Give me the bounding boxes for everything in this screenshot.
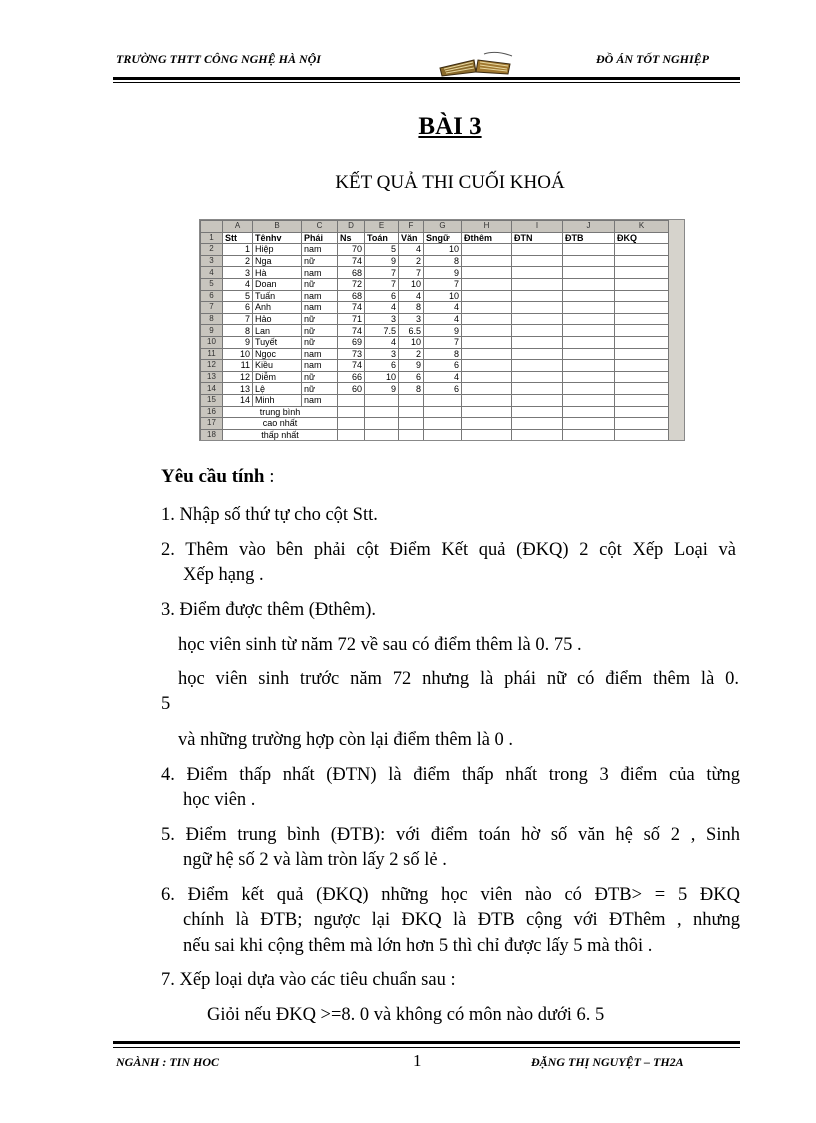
table-cell: nam [302,244,338,256]
table-cell: Diễm [253,371,302,383]
table-row [201,255,669,267]
row-number: 10 [201,336,223,348]
table-row [201,267,669,279]
requirement-line: nếu sai khi cộng thêm mà lớn hơn 5 thì chỉ được lấy 5 mà thôi . [183,936,653,956]
summary-row [201,418,669,430]
table-cell: 6 [399,371,424,383]
table-cell [462,348,512,360]
spreadsheet-table [200,220,669,441]
table-cell [563,290,615,302]
table-cell [615,336,669,348]
table-cell: 10 [399,278,424,290]
table-cell: 66 [338,371,365,383]
table-cell: 8 [399,383,424,395]
table-cell: 2 [399,348,424,360]
table-cell: 4 [399,244,424,256]
requirements-heading: Yêu cầu tính [161,466,265,487]
table-cell [615,371,669,383]
table-cell [615,418,669,430]
table-cell: 7 [399,267,424,279]
table-cell [563,267,615,279]
table-cell: 6 [223,302,253,314]
table-cell: Hảo [253,313,302,325]
table-cell [512,406,563,418]
table-row [201,313,669,325]
table-cell: 5 [365,244,399,256]
column-header: Sngữ [424,232,462,244]
table-cell: 8 [399,302,424,314]
table-cell: 3 [365,313,399,325]
row-number: 18 [201,429,223,441]
table-cell: 9 [365,383,399,395]
requirement-line: Giỏi nếu ĐKQ >=8. 0 và không có môn nào dưới 6. 5 [207,1005,605,1025]
requirement-line: 1. Nhập số thứ tự cho cột Stt. [161,505,378,525]
table-cell: 4 [424,371,462,383]
table-cell: Tuấn [253,290,302,302]
table-cell: nữ [302,313,338,325]
table-cell [365,429,399,441]
table-cell: 9 [399,360,424,372]
table-cell: 7 [223,313,253,325]
table-cell [563,348,615,360]
table-cell [365,394,399,406]
table-cell: nữ [302,383,338,395]
requirements-heading-wrap [161,466,275,488]
requirement-line: 5. Điểm trung bình (ĐTB): với điểm toán hờ số văn hệ số 2 , Sinh [161,825,740,845]
table-cell: Lan [253,325,302,337]
table-cell [462,336,512,348]
row-number: 11 [201,348,223,360]
table-cell [615,394,669,406]
table-row [201,244,669,256]
table-cell [512,302,563,314]
table-row [201,394,669,406]
table-cell [512,244,563,256]
table-cell [615,302,669,314]
spreadsheet-image [199,219,685,441]
table-cell [462,429,512,441]
row-number: 17 [201,418,223,430]
column-letter: J [563,221,615,233]
table-cell [563,429,615,441]
table-cell: 7 [365,278,399,290]
table-cell [615,278,669,290]
table-cell [338,394,365,406]
requirement-line: 3. Điểm được thêm (Đthêm). [161,600,377,620]
table-cell [338,429,365,441]
page-title: BÀI 3 [418,113,482,140]
column-letter: F [399,221,424,233]
table-cell [512,313,563,325]
table-cell [512,394,563,406]
table-cell: Hiệp [253,244,302,256]
table-cell: 10 [365,371,399,383]
row-number: 8 [201,313,223,325]
footer-rule-thin [113,1047,740,1048]
column-letter: D [338,221,365,233]
table-cell [338,418,365,430]
column-header: ĐTB [563,232,615,244]
table-cell: nữ [302,325,338,337]
table-cell: 8 [424,255,462,267]
table-cell [365,406,399,418]
row-number: 1 [201,232,223,244]
table-cell [462,244,512,256]
table-cell [462,383,512,395]
requirement-line: học viên . [183,790,256,810]
table-cell: 9 [424,325,462,337]
table-cell: Hà [253,267,302,279]
column-letter [201,221,223,233]
requirement-line: 6. Điểm kết quả (ĐKQ) những học viên nào có ĐTB> = 5 ĐKQ [161,885,740,905]
table-cell [563,255,615,267]
table-cell [399,406,424,418]
table-cell [563,394,615,406]
footer-major: NGÀNH : TIN HOC [116,1055,220,1069]
table-cell [512,371,563,383]
column-header: Toán [365,232,399,244]
table-cell: Doan [253,278,302,290]
spreadsheet-header-row [201,232,669,244]
table-cell [462,290,512,302]
table-cell [563,406,615,418]
column-header: ĐTN [512,232,563,244]
table-cell [512,290,563,302]
table-cell: 7 [424,336,462,348]
summary-label: cao nhất [223,418,338,430]
table-cell: nữ [302,278,338,290]
table-cell [512,325,563,337]
requirements-heading-colon: : [269,466,275,487]
table-cell: nam [302,290,338,302]
table-cell: 60 [338,383,365,395]
table-cell: 71 [338,313,365,325]
requirement-line: Xếp hạng . [183,565,264,585]
table-cell: 3 [365,348,399,360]
table-row [201,278,669,290]
column-letter: B [253,221,302,233]
table-cell [462,255,512,267]
table-cell [512,418,563,430]
table-cell [615,325,669,337]
table-cell [563,244,615,256]
table-cell [615,313,669,325]
column-letter: I [512,221,563,233]
table-cell [512,348,563,360]
row-number: 5 [201,278,223,290]
table-cell [563,371,615,383]
column-header: Tênhv [253,232,302,244]
table-cell: 74 [338,302,365,314]
table-cell: 74 [338,255,365,267]
requirement-line: học viên sinh từ năm 72 về sau có điểm thêm là 0. 75 . [178,635,582,655]
row-number: 7 [201,302,223,314]
table-cell: 9 [424,267,462,279]
column-header: Đthêm [462,232,512,244]
summary-row [201,429,669,441]
table-cell [615,429,669,441]
table-cell [424,406,462,418]
column-header: Stt [223,232,253,244]
table-cell: 4 [365,302,399,314]
table-cell: 68 [338,267,365,279]
table-cell [462,278,512,290]
table-cell [615,348,669,360]
table-cell [615,406,669,418]
table-cell: nữ [302,336,338,348]
summary-label: trung bình [223,406,338,418]
table-cell [615,290,669,302]
table-cell [462,302,512,314]
header-project: ĐỒ ÁN TỐT NGHIỆP [596,52,709,66]
table-cell: 5 [223,290,253,302]
table-cell [615,267,669,279]
table-row [201,325,669,337]
table-cell [424,394,462,406]
table-cell: Tuyết [253,336,302,348]
table-cell: 11 [223,360,253,372]
table-cell [512,429,563,441]
requirement-line: 5 [161,694,171,714]
table-cell [424,429,462,441]
table-cell [615,360,669,372]
table-row [201,383,669,395]
table-cell [563,313,615,325]
column-letter: C [302,221,338,233]
table-cell [615,383,669,395]
table-cell [462,325,512,337]
table-cell [462,371,512,383]
table-cell: 10 [223,348,253,360]
table-cell: 70 [338,244,365,256]
table-cell [615,244,669,256]
summary-row [201,406,669,418]
table-cell: 7 [365,267,399,279]
column-letter: H [462,221,512,233]
table-cell: Anh [253,302,302,314]
table-cell [512,267,563,279]
table-cell [512,336,563,348]
row-number: 9 [201,325,223,337]
table-cell: Kiều [253,360,302,372]
table-cell: 9 [365,255,399,267]
table-cell [563,278,615,290]
table-cell: 8 [223,325,253,337]
header-school: TRƯỜNG THTT CÔNG NGHỆ HÀ NỘI [116,52,321,66]
table-cell [512,383,563,395]
table-cell: 73 [338,348,365,360]
table-cell [563,302,615,314]
column-header: ĐKQ [615,232,669,244]
footer-author: ĐẶNG THỊ NGUYỆT – TH2A [531,1055,684,1069]
table-cell: 6 [424,360,462,372]
table-cell: 68 [338,290,365,302]
table-cell: 74 [338,325,365,337]
table-cell [512,278,563,290]
requirement-line: 2. Thêm vào bên phải cột Điểm Kết quả (ĐKQ) 2 cột Xếp Loại và [161,540,736,560]
table-cell: nữ [302,255,338,267]
header-rule [113,77,740,80]
table-cell: 7 [424,278,462,290]
table-cell: 13 [223,383,253,395]
table-cell [462,418,512,430]
table-cell [563,418,615,430]
table-cell: Minh [253,394,302,406]
table-cell: 2 [223,255,253,267]
requirement-line: và những trường hợp còn lại điểm thêm là 0 . [178,730,514,750]
requirement-line: học viên sinh trước năm 72 nhưng là phái nữ có điểm thêm là 0. [178,669,739,689]
table-row [201,336,669,348]
footer-rule [113,1041,740,1044]
table-cell: 4 [365,336,399,348]
table-cell: Nga [253,255,302,267]
table-cell: nữ [302,371,338,383]
row-number: 16 [201,406,223,418]
table-cell [512,255,563,267]
table-cell: 4 [223,278,253,290]
row-number: 15 [201,394,223,406]
table-row [201,360,669,372]
table-cell: 10 [399,336,424,348]
table-cell: 9 [223,336,253,348]
table-cell: 6 [365,290,399,302]
summary-label: thấp nhất [223,429,338,441]
table-cell [399,418,424,430]
column-letter: K [615,221,669,233]
table-cell: 6 [424,383,462,395]
table-cell: nam [302,267,338,279]
table-cell: 10 [424,290,462,302]
table-cell: 1 [223,244,253,256]
table-row [201,371,669,383]
table-cell [462,360,512,372]
row-number: 13 [201,371,223,383]
open-book-icon [436,50,516,78]
table-cell: Ngọc [253,348,302,360]
column-header: Ns [338,232,365,244]
table-cell: 7.5 [365,325,399,337]
table-cell [399,394,424,406]
table-cell: 6 [365,360,399,372]
row-number: 4 [201,267,223,279]
column-letter: G [424,221,462,233]
row-number: 12 [201,360,223,372]
requirement-line: 7. Xếp loại dựa vào các tiêu chuẩn sau : [161,970,456,990]
table-cell: 14 [223,394,253,406]
column-header: Văn [399,232,424,244]
table-cell: 8 [424,348,462,360]
table-cell: nam [302,360,338,372]
table-row [201,290,669,302]
row-number: 6 [201,290,223,302]
page-number: 1 [413,1051,422,1070]
column-header: Phái [302,232,338,244]
column-letter: A [223,221,253,233]
requirement-line: ngữ hệ số 2 và làm tròn lấy 2 số lẻ . [183,850,447,870]
table-cell: 10 [424,244,462,256]
table-cell: 4 [399,290,424,302]
table-cell: 69 [338,336,365,348]
table-row [201,348,669,360]
table-cell: 12 [223,371,253,383]
table-cell: 4 [424,313,462,325]
table-row [201,302,669,314]
table-cell: 4 [424,302,462,314]
header-rule-thin [113,82,740,83]
table-cell [462,406,512,418]
table-cell [563,336,615,348]
table-cell [563,325,615,337]
table-cell: 74 [338,360,365,372]
table-cell: Lệ [253,383,302,395]
table-cell [365,418,399,430]
table-cell [424,418,462,430]
column-letter: E [365,221,399,233]
table-cell [462,394,512,406]
table-cell: 72 [338,278,365,290]
table-cell: nam [302,348,338,360]
table-cell [462,267,512,279]
page-subtitle: KẾT QUẢ THI CUỐI KHOÁ [335,172,565,193]
table-cell [462,313,512,325]
requirement-line: chính là ĐTB; ngược lại ĐKQ là ĐTB cộng với ĐThêm , nhưng [183,910,740,930]
column-letter-row [201,221,669,233]
row-number: 2 [201,244,223,256]
table-cell: nam [302,394,338,406]
requirement-line: 4. Điểm thấp nhất (ĐTN) là điểm thấp nhất trong 3 điểm của từng [161,765,740,785]
table-cell [338,406,365,418]
row-number: 3 [201,255,223,267]
table-cell [563,383,615,395]
row-number: 14 [201,383,223,395]
table-cell: 3 [399,313,424,325]
table-cell [563,360,615,372]
table-cell [615,255,669,267]
table-cell [512,360,563,372]
table-cell: 6.5 [399,325,424,337]
table-cell: 2 [399,255,424,267]
table-cell [399,429,424,441]
table-cell: nam [302,302,338,314]
table-cell: 3 [223,267,253,279]
